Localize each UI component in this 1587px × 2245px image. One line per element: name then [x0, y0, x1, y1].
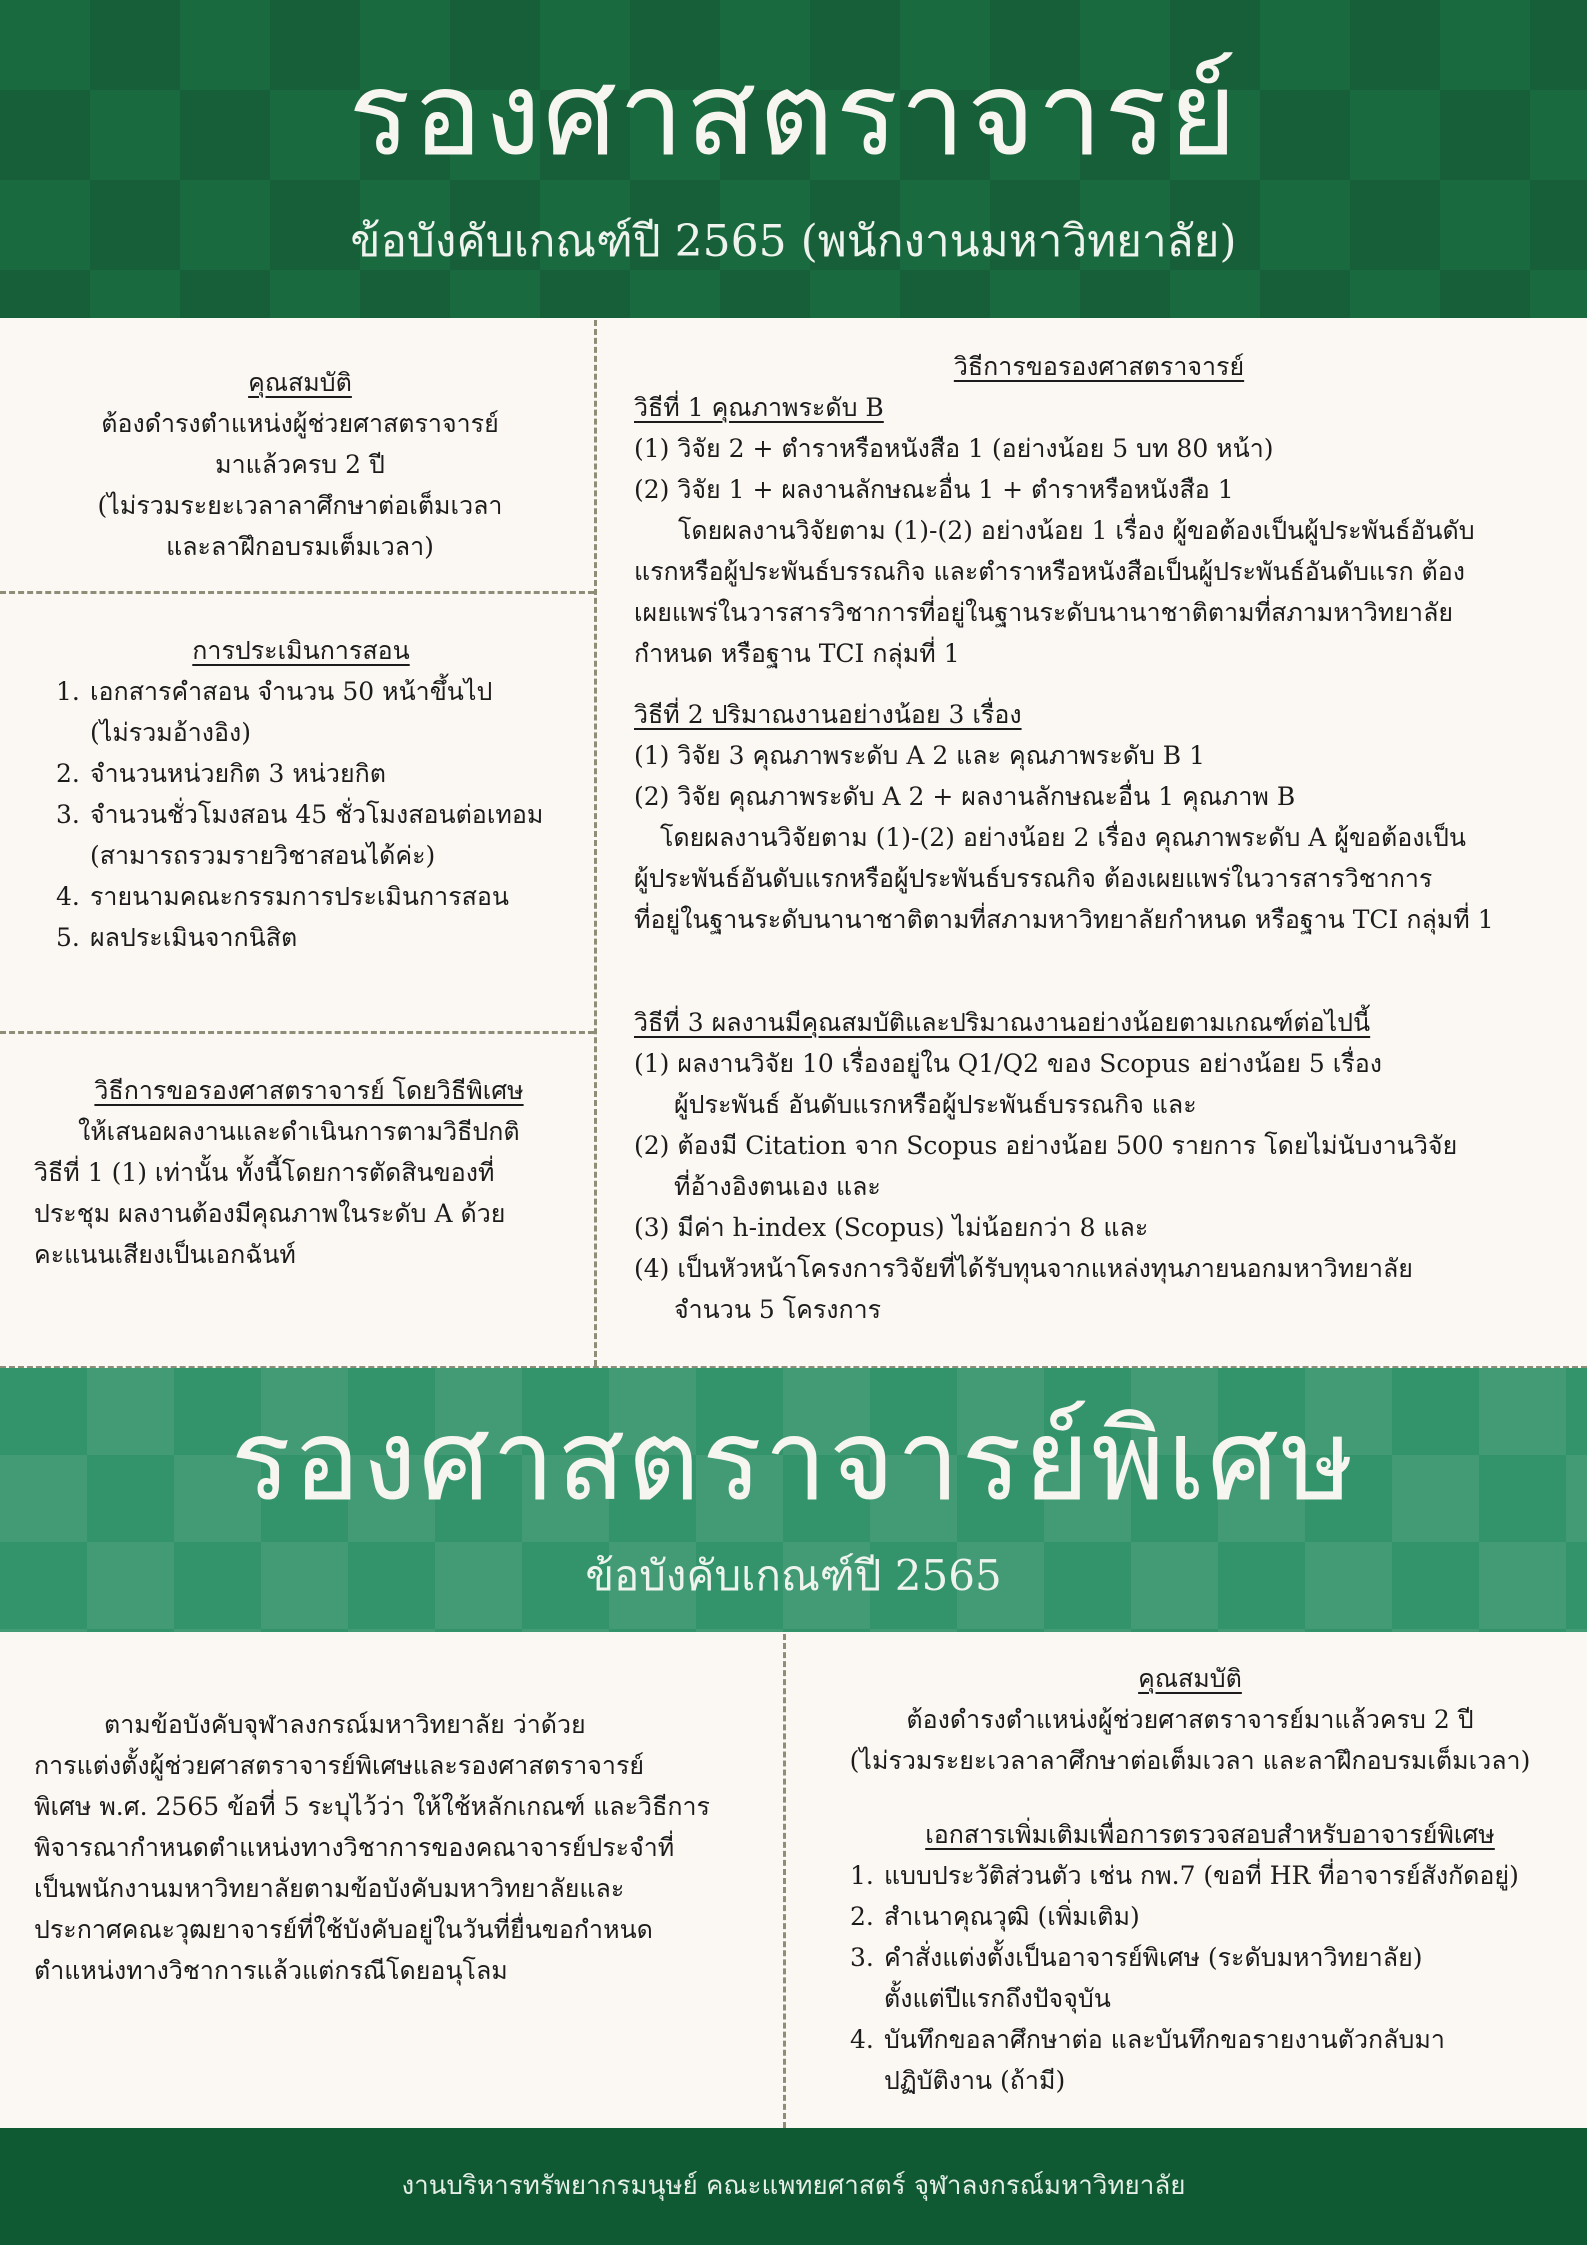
method-3-line: ที่อ้างอิงตนเอง และ — [674, 1172, 881, 1201]
special-intro-line: พิจารณากำหนดตำแหน่งทางวิชาการของคณาจารย์ประจำที่ — [34, 1833, 675, 1862]
special-method-line: ให้เสนอผลงานและดำเนินการตามวิธีปกติ — [78, 1117, 520, 1146]
top-banner — [0, 0, 1587, 318]
list-item: 2. จำนวนหน่วยกิต 3 หน่วยกิต — [56, 759, 386, 788]
method-1-line: เผยแพร่ในวารสารวิชาการที่อยู่ในฐานระดับนานาชาติตามที่สภามหาวิทยาลัย — [634, 598, 1454, 627]
list-item: 5. ผลประเมินจากนิสิต — [56, 923, 298, 952]
method-3-line: (3) มีค่า h-index (Scopus) ไม่น้อยกว่า 8 และ — [634, 1213, 1149, 1242]
special-docs-heading: เอกสารเพิ่มเติมเพื่อการตรวจสอบสำหรับอาจารย์พิเศษ — [925, 1820, 1495, 1849]
teaching-eval-list — [56, 671, 586, 958]
qualification-heading: คุณสมบัติ — [248, 368, 352, 397]
method-2-line: ผู้ประพันธ์อันดับแรกหรือผู้ประพันธ์บรรณกิจ ต้องเผยแพร่ในวารสารวิชาการ — [634, 864, 1433, 893]
method-3-line: (1) ผลงานวิจัย 10 เรื่องอยู่ใน Q1/Q2 ของ Scopus อย่างน้อย 5 เรื่อง — [634, 1049, 1382, 1078]
page-title: รองศาสตราจารย์ — [348, 47, 1239, 182]
special-qualification-heading: คุณสมบัติ — [1138, 1664, 1242, 1693]
special-qualification-section — [800, 1658, 1580, 1781]
special-docs-list — [850, 1855, 1570, 2101]
divider-vertical-upper — [594, 320, 597, 1366]
method-3-line: ผู้ประพันธ์ อันดับแรกหรือผู้ประพันธ์บรรณกิจ และ — [674, 1090, 1197, 1119]
method-1-line: กำหนด หรือฐาน TCI กลุ่มที่ 1 — [634, 639, 960, 668]
special-intro-line: ตำแหน่งทางวิชาการแล้วแต่กรณีโดยอนุโลม — [34, 1956, 508, 1985]
special-method-line: คะแนนเสียงเป็นเอกฉันท์ — [34, 1240, 296, 1269]
list-item: 3. จำนวนชั่วโมงสอน 45 ชั่วโมงสอนต่อเทอม (สามารถรวมรายวิชาสอนได้ค่ะ) — [56, 800, 544, 870]
method-1-heading: วิธีที่ 1 คุณภาพระดับ B — [634, 393, 884, 422]
method-1-line: แรกหรือผู้ประพันธ์บรรณกิจ และตำราหรือหนังสือเป็นผู้ประพันธ์อันดับแรก ต้อง — [634, 557, 1466, 586]
qualification-line: และลาฝึกอบรมเต็มเวลา) — [166, 532, 434, 561]
footer-text: งานบริหารทรัพยากรมนุษย์ คณะแพทยศาสตร์ จุฬาลงกรณ์มหาวิทยาลัย — [401, 2171, 1186, 2201]
methods-section — [634, 346, 1564, 1330]
teaching-eval-heading: การประเมินการสอน — [192, 636, 410, 665]
method-2-line: ที่อยู่ในฐานระดับนานาชาติตามที่สภามหาวิทยาลัยกำหนด หรือฐาน TCI กลุ่มที่ 1 — [634, 905, 1494, 934]
special-title: รองศาสตราจารย์พิเศษ — [230, 1396, 1357, 1526]
method-1-line: (2) วิจัย 1 + ผลงานลักษณะอื่น 1 + ตำราหรือหนังสือ 1 — [634, 475, 1234, 504]
method-1-line: โดยผลงานวิจัยตาม (1)-(2) อย่างน้อย 1 เรื่อง ผู้ขอต้องเป็นผู้ประพันธ์อันดับ — [678, 516, 1475, 545]
special-docs-section — [850, 1814, 1570, 2101]
special-intro-line: การแต่งตั้งผู้ช่วยศาสตราจารย์พิเศษและรองศาสตราจารย์ — [34, 1751, 645, 1780]
list-item: 1. เอกสารคำสอน จำนวน 50 หน้าขึ้นไป (ไม่รวมอ้างอิง) — [56, 677, 493, 747]
list-item: 1. แบบประวัติส่วนตัว เช่น กพ.7 (ขอที่ HR ที่อาจารย์สังกัดอยู่) — [850, 1861, 1519, 1890]
method-2-line: โดยผลงานวิจัยตาม (1)-(2) อย่างน้อย 2 เรื่อง คุณภาพระดับ A ผู้ขอต้องเป็น — [660, 823, 1467, 852]
qualification-line: ต้องดำรงตำแหน่งผู้ช่วยศาสตราจารย์ — [101, 409, 499, 438]
list-item: 3. คำสั่งแต่งตั้งเป็นอาจารย์พิเศษ (ระดับมหาวิทยาลัย) ตั้งแต่ปีแรกถึงปัจจุบัน — [850, 1943, 1423, 2013]
special-subtitle: ข้อบังคับเกณฑ์ปี 2565 — [585, 1551, 1002, 1600]
special-method-line: วิธีที่ 1 (1) เท่านั้น ทั้งนี้โดยการตัดสินของที่ — [34, 1158, 495, 1187]
method-3-line: (4) เป็นหัวหน้าโครงการวิจัยที่ได้รับทุนจากแหล่งทุนภายนอกมหาวิทยาลัย — [634, 1254, 1413, 1283]
special-qualification-line: ต้องดำรงตำแหน่งผู้ช่วยศาสตราจารย์มาแล้วครบ 2 ปี — [906, 1705, 1474, 1734]
teaching-eval-section — [56, 630, 586, 958]
footer — [0, 2128, 1587, 2245]
method-1-line: (1) วิจัย 2 + ตำราหรือหนังสือ 1 (อย่างน้อย 5 บท 80 หน้า) — [634, 434, 1274, 463]
special-intro-line: พิเศษ พ.ศ. 2565 ข้อที่ 5 ระบุไว้ว่า ให้ใช้หลักเกณฑ์ และวิธีการ — [34, 1792, 710, 1821]
method-2-heading: วิธีที่ 2 ปริมาณงานอย่างน้อย 3 เรื่อง — [634, 700, 1022, 729]
divider-horizontal-1 — [0, 591, 594, 594]
special-method-heading: วิธีการขอรองศาสตราจารย์ โดยวิธีพิเศษ — [94, 1076, 524, 1105]
method-3-line: จำนวน 5 โครงการ — [674, 1295, 882, 1324]
method-2-line: (1) วิจัย 3 คุณภาพระดับ A 2 และ คุณภาพระดับ B 1 — [634, 741, 1206, 770]
qualification-line: (ไม่รวมระยะเวลาลาศึกษาต่อเต็มเวลา — [97, 491, 503, 520]
mid-banner — [0, 1368, 1587, 1632]
special-intro-line: ประกาศคณะวุฒยาจารย์ที่ใช้บังคับอยู่ในวันที่ยื่นขอกำหนด — [34, 1915, 653, 1944]
list-item: 4. บันทึกขอลาศึกษาต่อ และบันทึกขอรายงานตัวกลับมา ปฏิบัติงาน (ถ้ามี) — [850, 2025, 1445, 2095]
divider-vertical-lower — [783, 1634, 786, 2128]
method-3-heading: วิธีที่ 3 ผลงานมีคุณสมบัติและปริมาณงานอย่างน้อยตามเกณฑ์ต่อไปนี้ — [634, 1008, 1371, 1037]
list-item: 4. รายนามคณะกรรมการประเมินการสอน — [56, 882, 509, 911]
qualification-section — [20, 362, 580, 567]
special-method-section — [34, 1070, 584, 1275]
method-2-line: (2) วิจัย คุณภาพระดับ A 2 + ผลงานลักษณะอื่น 1 คุณภาพ B — [634, 782, 1296, 811]
qualification-line: มาแล้วครบ 2 ปี — [215, 450, 385, 479]
special-method-line: ประชุม ผลงานต้องมีคุณภาพในระดับ A ด้วย — [34, 1199, 506, 1228]
method-3-line: (2) ต้องมี Citation จาก Scopus อย่างน้อย 500 รายการ โดยไม่นับงานวิจัย — [634, 1131, 1458, 1160]
list-item: 2. สำเนาคุณวุฒิ (เพิ่มเติม) — [850, 1902, 1140, 1931]
special-intro-line: เป็นพนักงานมหาวิทยาลัยตามข้อบังคับมหาวิทยาลัยและ — [34, 1874, 625, 1903]
divider-horizontal-2 — [0, 1031, 594, 1034]
methods-heading: วิธีการขอรองศาสตราจารย์ — [953, 352, 1245, 381]
special-intro-section — [34, 1704, 764, 1991]
page-subtitle: ข้อบังคับเกณฑ์ปี 2565 (พนักงานมหาวิทยาลัย) — [350, 216, 1237, 267]
special-qualification-line: (ไม่รวมระยะเวลาลาศึกษาต่อเต็มเวลา และลาฝึกอบรมเต็มเวลา) — [849, 1746, 1531, 1775]
special-intro-line: ตามข้อบังคับจุฬาลงกรณ์มหาวิทยาลัย ว่าด้วย — [104, 1710, 586, 1739]
